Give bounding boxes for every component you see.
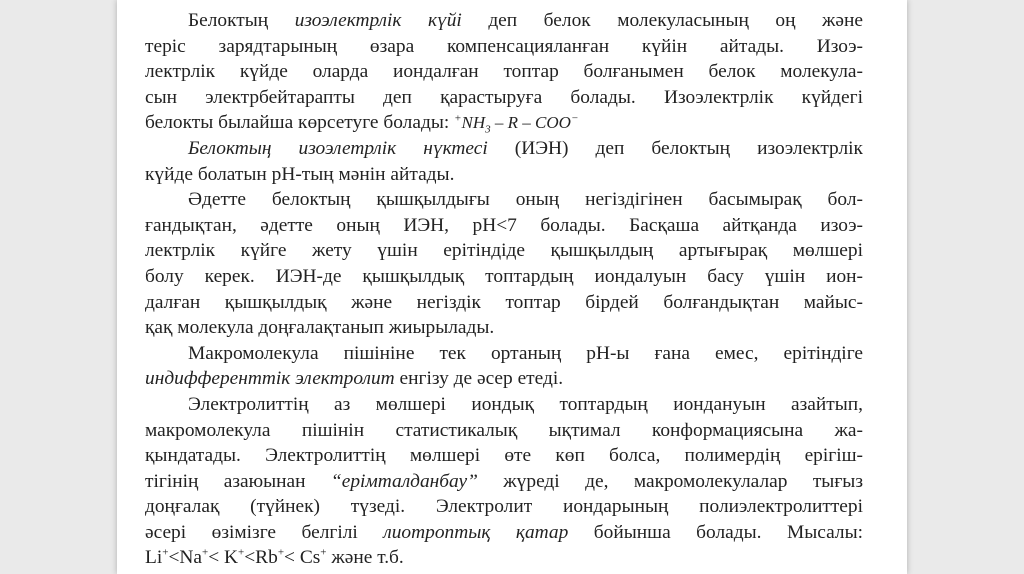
- formula: [454, 112, 579, 136]
- p5-l6-text-cont: бойынша болады. Мысалы:: [568, 521, 863, 543]
- formula-rest: – R – COO: [490, 113, 571, 133]
- p1-line-4: сын электрбейтарапты деп қарастыруға болады. Изоэлектрлік күйдегі: [145, 86, 863, 108]
- p5-line-4: [145, 469, 863, 495]
- p3-line-3: лектрлік күйге жету үшін ерітіндіде қышқылдың артығырақ мөлшері: [145, 240, 863, 262]
- p2-text: (ИЭН) деп белоктың изоэлектрлік: [487, 137, 863, 159]
- formula-charge-minus: −: [570, 112, 579, 125]
- document-page: [117, 0, 907, 574]
- p5-term-series: лиотроптық қатар: [383, 521, 569, 543]
- p4-term: индифференттік электролит: [145, 368, 395, 390]
- p3-line-4: болу керек. ИЭН-де қышқылдық топтардың иондалуын басу үшін ион-: [145, 265, 863, 287]
- ion-charge: +: [238, 547, 245, 559]
- ion-cs: < Cs: [284, 547, 321, 569]
- formula-subscript: 3: [485, 123, 491, 136]
- ion-na: <Na: [168, 547, 202, 569]
- formula-nh: NH: [461, 113, 486, 133]
- p4-text: енгізу де әсер етеді.: [394, 368, 564, 390]
- ion-li: Li: [145, 547, 163, 569]
- p1-line-5: [145, 110, 863, 136]
- p5-l7-end: және т.б.: [326, 547, 404, 569]
- paragraph-2: [145, 136, 863, 187]
- p3-line-6: қақ молекула доңғалақтанып жиырылады.: [145, 317, 495, 339]
- p1-term: изоэлектрлік күйі: [294, 10, 462, 31]
- p2-line-1: [145, 136, 863, 162]
- formula-charge-plus: +: [454, 112, 462, 125]
- p4-line-1: Макромолекула пішініне тек ортаның рН-ы ғана емес, ерітіндіге: [188, 342, 863, 364]
- p1-line-2: теріс зарядтарының өзара компенсацияланған күйін айтады. Изоэ-: [145, 35, 863, 57]
- p5-line-7: [145, 545, 863, 571]
- p5-l6-text: әсері өзімізге белгілі: [145, 521, 384, 543]
- ion-charge: +: [277, 547, 285, 559]
- p5-line-6: [145, 520, 863, 546]
- p1-text-cont: деп белок молекуласының оң және: [461, 10, 863, 31]
- p2-term: Белоктың изоэлетрлік нүктесі: [188, 137, 488, 159]
- p5-l4-text-cont: жүреді де, макромолекулалар тығыз: [477, 470, 863, 492]
- p3-line-5: далған қышқылдық және негіздік топтар бірдей болғандықтан майыс-: [145, 291, 863, 313]
- p1-line-5-text: белокты былайша көрсетуге болады:: [145, 112, 450, 134]
- ion-k: < K: [208, 547, 239, 569]
- p1-text: Белоктың: [188, 10, 295, 31]
- p5-line-5: доңғалақ (түйнек) түзеді. Электролит иондарының полиэлектролиттері: [145, 496, 863, 518]
- p5-term-quote: “ерімталданбау”: [330, 470, 478, 492]
- p5-l4-text: тігінің азаюынан: [145, 470, 331, 492]
- paragraph-1: [145, 8, 863, 136]
- p1-line-1: [145, 8, 863, 34]
- p3-line-1: Әдетте белоктың қышқылдығы оның негіздігінен басымырақ бол-: [188, 189, 863, 211]
- p5-line-1: Электролиттің аз мөлшері иондық топтардың иондануын азайтып,: [188, 393, 863, 415]
- ion-charge: +: [162, 547, 169, 559]
- p2-line-2: күйде болатын рН-тың мәнін айтады.: [145, 163, 455, 185]
- ion-rb: <Rb: [244, 547, 278, 569]
- p5-line-3: қындатады. Электролиттің мөлшері өте көп болса, полимердің ерігіш-: [145, 445, 863, 467]
- p3-line-2: ғандықтан, әдетте оның ИЭН, рН<7 болады. Басқаша айтқанда изоэ-: [145, 214, 863, 236]
- ion-charge: +: [202, 547, 209, 559]
- paragraph-4: [145, 341, 863, 392]
- p1-line-3: лектрлік күйде оларда иондалған топтар болғанымен белок молекула-: [145, 61, 863, 83]
- document-text: [145, 8, 863, 571]
- p5-line-2: макромолекула пішінін статистикалық ықтимал конформациясына жа-: [145, 419, 863, 441]
- p4-line-2: [145, 366, 863, 392]
- paragraph-3: [145, 187, 863, 341]
- ion-charge: +: [320, 547, 327, 559]
- paragraph-5: [145, 392, 863, 571]
